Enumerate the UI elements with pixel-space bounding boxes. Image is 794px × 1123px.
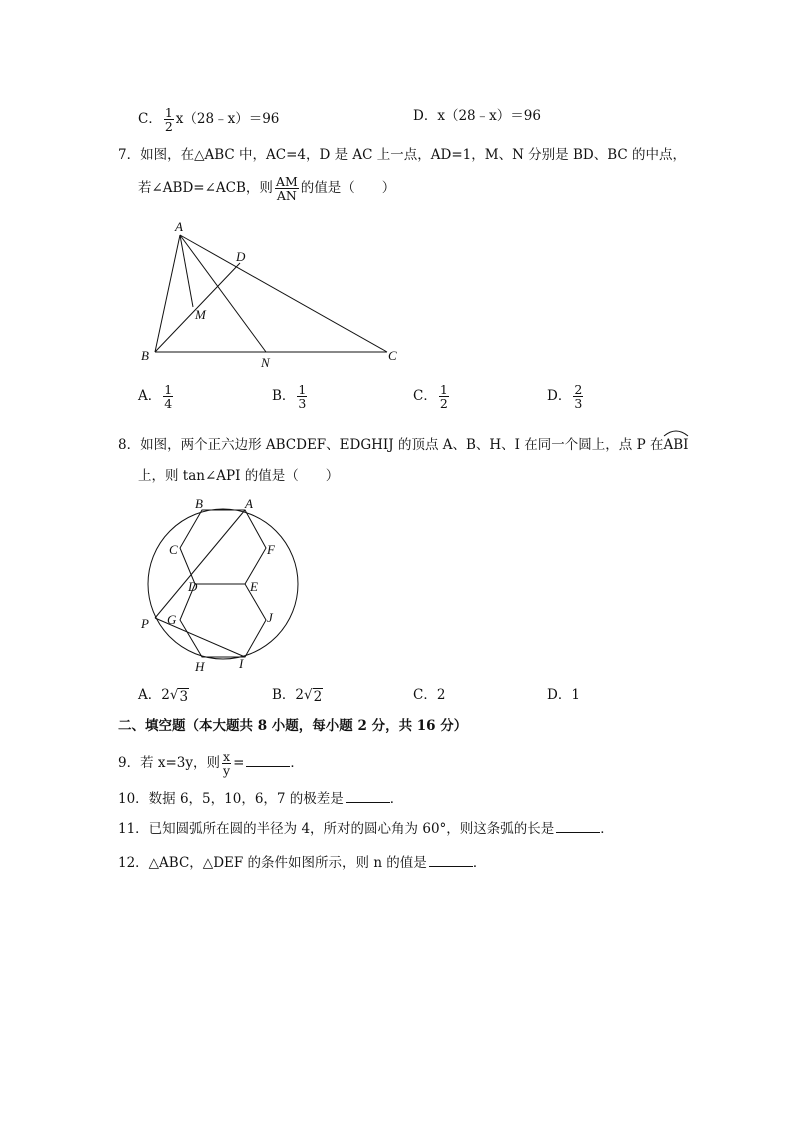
q8-arc-notation: ABI — [663, 431, 688, 455]
q8-option-a-sqrt: √ 3 — [169, 687, 189, 705]
q8-option-b-sqrt: √ 2 — [304, 687, 323, 705]
q8-label-b: B — [195, 496, 203, 511]
q8-option-c: C．2 — [413, 687, 446, 703]
q8-label-j: J — [267, 610, 273, 625]
q12-answer-blank[interactable] — [429, 854, 473, 867]
q8-label-c: C — [169, 542, 178, 557]
q7-triangle-figure — [130, 215, 410, 375]
q7-label-m: M — [195, 307, 206, 322]
q11-answer-blank[interactable] — [556, 820, 600, 833]
q10-answer-blank[interactable] — [346, 790, 390, 803]
q12-stem: 12．△ABC，△DEF 的条件如图所示，则 n 的值是 ． — [118, 855, 487, 871]
q6-option-d: D．x（28﹣x）＝96 — [413, 108, 541, 124]
q7-stem-line1: 7．如图，在△ABC 中，AC=4，D 是 AC 上一点，AD=1，M、N 分别是 BD、BC 的中点， — [118, 147, 686, 163]
q7-ratio-fraction: $\frac{AM}{AN}$ — [275, 174, 298, 203]
q8-label-e: E — [250, 579, 258, 594]
q7-option-b-fraction: $\frac{1}{3}$ — [298, 382, 307, 411]
q7-option-c-fraction: $\frac{1}{2}$ — [439, 382, 448, 411]
q7-option-d: D． $\frac{2}{3}$ — [547, 382, 583, 411]
q7-option-a: A． $\frac{1}{4}$ — [138, 382, 173, 411]
q7-label-c: C — [388, 348, 397, 363]
q8-option-d: D．1 — [547, 687, 580, 703]
q8-stem-line1: 8．如图，两个正六边形 ABCDEF、EDGHIJ 的顶点 A、B、H、I 在同一个圆上，点 P 在 ABI — [118, 431, 689, 455]
q8-label-f: F — [267, 542, 275, 557]
q9-answer-blank[interactable] — [246, 754, 290, 767]
section-heading-fill-in-blank: 二、填空题（本大题共 8 小题，每小题 2 分，共 16 分） — [118, 718, 468, 734]
q7-label-d: D — [236, 249, 246, 264]
q7-option-b: B． $\frac{1}{3}$ — [272, 382, 307, 411]
q8-hexagon-circle-figure — [135, 492, 315, 677]
q11-stem: 11．已知圆弧所在圆的半径为 4，所对的圆心角为 60°，则这条弧的长是 ． — [118, 821, 614, 837]
q8-stem-line2: 上，则 tan∠API 的值是（ ） — [138, 468, 340, 484]
q8-label-i: I — [239, 656, 244, 671]
q8-option-a: A．2√ 3 — [138, 687, 189, 705]
q8-label-g: G — [167, 612, 177, 627]
q7-option-d-fraction: $\frac{2}{3}$ — [574, 382, 583, 411]
q7-label-a: A — [175, 219, 183, 234]
q7-option-a-fraction: $\frac{1}{4}$ — [164, 382, 173, 411]
q7-stem-line2: 若∠ABD=∠ACB，则 $\frac{AM}{AN}$ 的值是（ ） — [138, 174, 396, 203]
q6-option-c-fraction: $\frac{1}{2}$ — [164, 105, 173, 134]
q7-option-c: C． $\frac{1}{2}$ — [413, 382, 448, 411]
q7-label-b: B — [141, 348, 149, 363]
q8-label-h: H — [195, 659, 205, 674]
q6-option-c: C． $\frac{1}{2}$ x（28﹣x）＝96 — [138, 105, 280, 134]
q9-stem: 9．若 x=3y，则 $\frac{x}{y}$ = ． — [118, 749, 304, 778]
q7-label-n: N — [261, 355, 270, 370]
q10-stem: 10．数据 6，5，10，6，7 的极差是 ． — [118, 791, 404, 807]
q8-label-a: A — [245, 496, 253, 511]
q8-option-b: B．2√ 2 — [272, 687, 323, 705]
q8-label-d: D — [188, 579, 198, 594]
q9-fraction: $\frac{x}{y}$ — [223, 749, 231, 778]
q8-label-p: P — [141, 616, 149, 631]
